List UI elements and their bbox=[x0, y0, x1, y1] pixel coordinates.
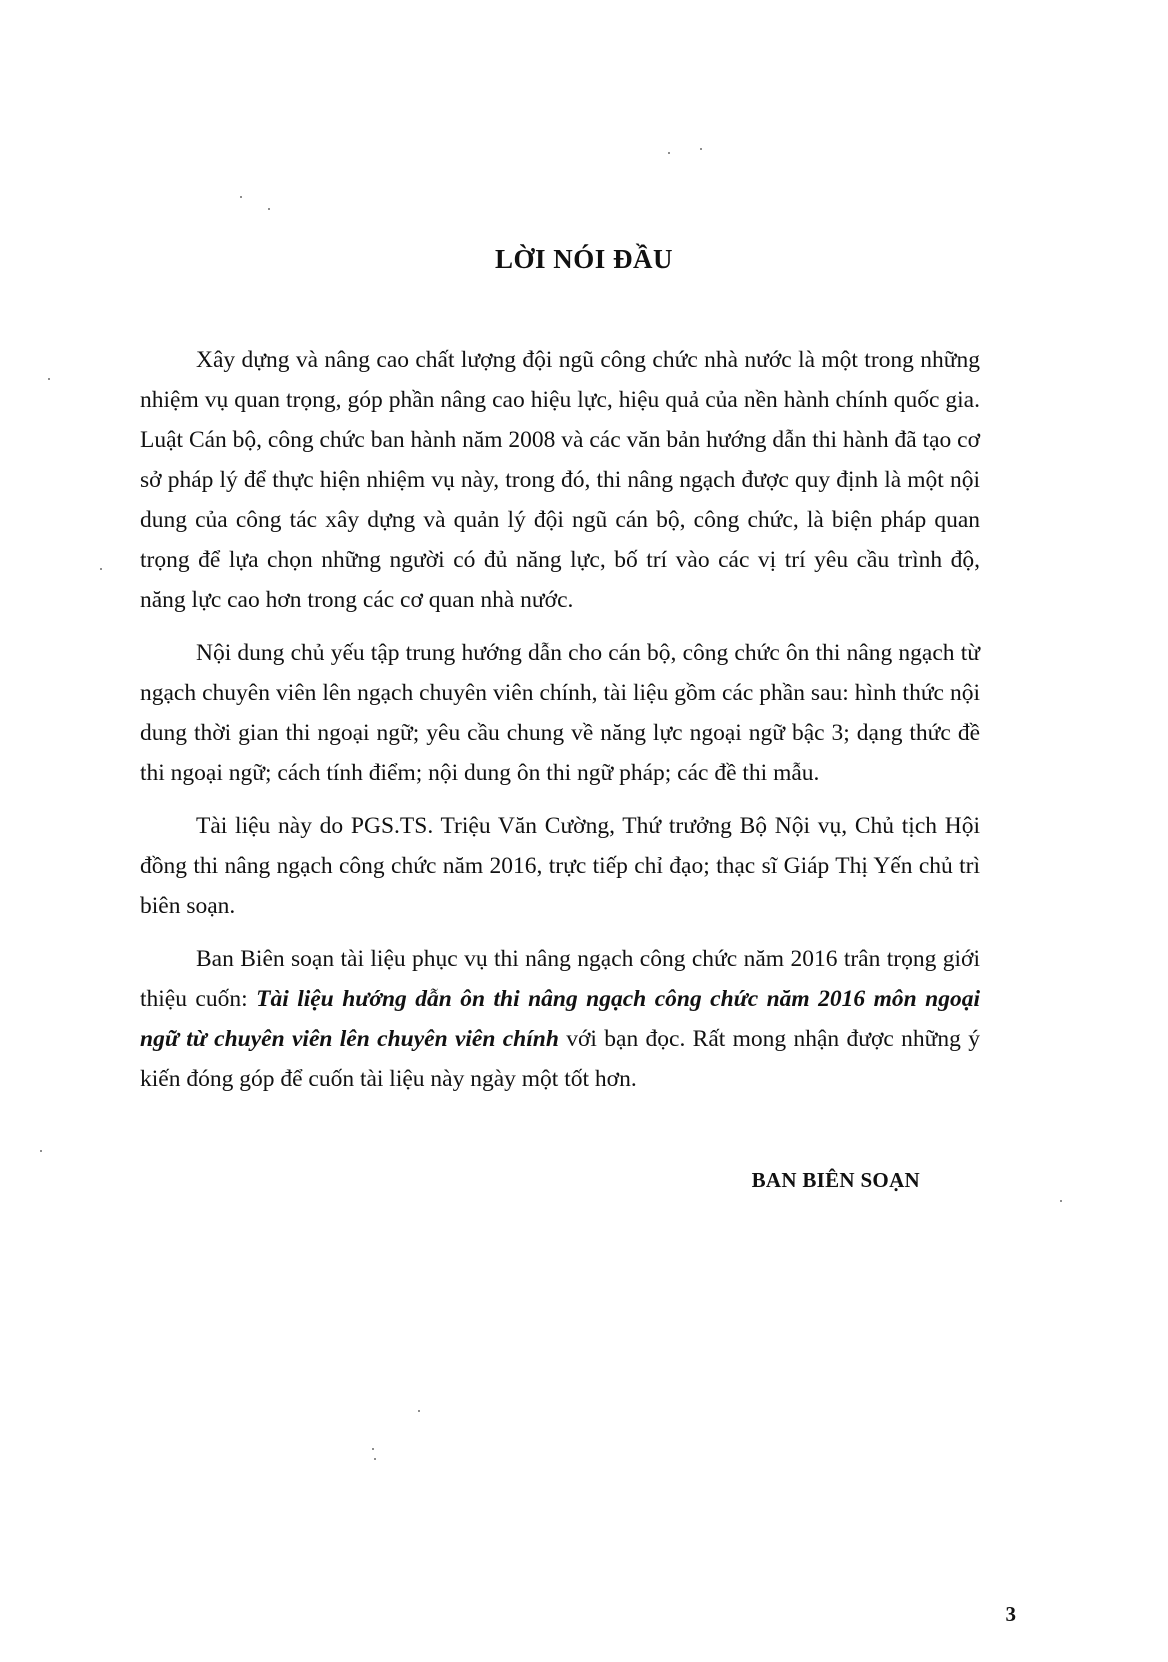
scan-speck bbox=[700, 148, 702, 150]
scan-speck bbox=[40, 1150, 42, 1152]
scan-speck bbox=[240, 196, 242, 198]
body-text bbox=[140, 340, 980, 1112]
paragraph-4-closing: với bạn đọc. Rất mong nhận được những ý kiến đóng góp để cuốn tài liệu này ngày một tốt hơn. bbox=[140, 1026, 980, 1092]
page-title: LỜI NÓI ĐẦU bbox=[494, 244, 674, 274]
scan-speck bbox=[100, 568, 102, 570]
scan-speck bbox=[268, 208, 270, 210]
paragraph-4 bbox=[140, 939, 980, 1099]
scan-speck bbox=[668, 152, 670, 154]
paragraph-2: Nội dung chủ yếu tập trung hướng dẫn cho cán bộ, công chức ôn thi nâng ngạch từ ngạch chuyên viên lên ngạch chuyên viên chính, tài liệu gồm các phần sau: hình thức nội dung thời gian thi ngoại ngữ; yêu cầu chung về năng lực ngoại ngữ bậc 3; dạng thức đề thi ngoại ngữ; cách tính điểm; nội dung ôn thi ngữ pháp; các đề thi mẫu. bbox=[140, 640, 980, 786]
paragraph-1: Xây dựng và nâng cao chất lượng đội ngũ công chức nhà nước là một trong những nhiệm vụ quan trọng, góp phần nâng cao hiệu lực, hiệu quả của nền hành chính quốc gia. Luật Cán bộ, công chức ban hành năm 2008 và các văn bản hướng dẫn thi hành đã tạo cơ sở pháp lý để thực hiện nhiệm vụ này, trong đó, thi nâng ngạch được quy định là một nội dung của công tác xây dựng và quản lý đội ngũ cán bộ, công chức, là biện pháp quan trọng để lựa chọn những người có đủ năng lực, bố trí vào các vị trí yêu cầu trình độ, năng lực cao hơn trong các cơ quan nhà nước. bbox=[140, 347, 980, 613]
book-title: Tài liệu hướng dẫn ôn thi nâng ngạch công chức năm 2016 môn ngoại ngữ từ chuyên viên lên chuyên viên chính bbox=[140, 986, 980, 1052]
signature: BAN BIÊN SOẠN bbox=[751, 1168, 920, 1192]
paragraph-3: Tài liệu này do PGS.TS. Triệu Văn Cường, Thứ trưởng Bộ Nội vụ, Chủ tịch Hội đồng thi nâng ngạch công chức năm 2016, trực tiếp chỉ đạo; thạc sĩ Giáp Thị Yến chủ trì biên soạn. bbox=[140, 813, 980, 919]
scan-speck bbox=[48, 378, 50, 380]
page-number: 3 bbox=[1005, 1602, 1016, 1626]
scan-speck bbox=[1060, 1200, 1062, 1202]
paragraph-4-intro: Ban Biên soạn tài liệu phục vụ thi nâng ngạch công chức năm 2016 trân trọng giới thiệu cuốn: bbox=[140, 946, 980, 1012]
scan-speck bbox=[374, 1458, 376, 1460]
scan-speck bbox=[372, 1448, 374, 1450]
scan-speck bbox=[418, 1410, 420, 1412]
